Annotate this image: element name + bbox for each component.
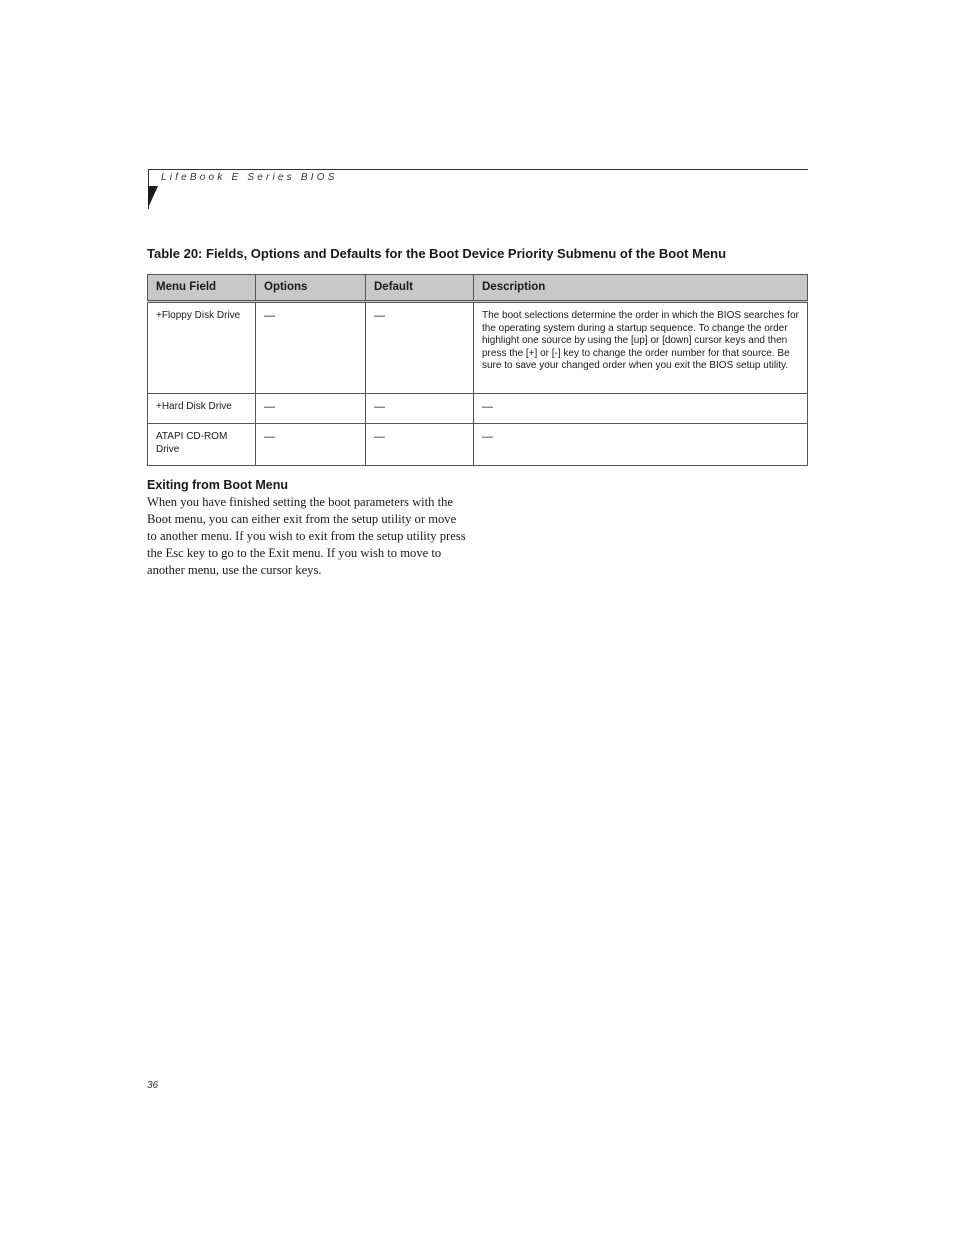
cell-default bbox=[366, 424, 474, 466]
column-header-default: Default bbox=[366, 275, 474, 302]
dash-mark: — bbox=[374, 310, 385, 322]
dash-mark: — bbox=[264, 431, 275, 443]
header-wedge-mark bbox=[148, 186, 158, 208]
column-header-options: Options bbox=[256, 275, 366, 302]
cell-options bbox=[256, 394, 366, 424]
cell-description: The boot selections determine the order in which the BIOS searches for the operating system during a startup sequence. To change the order highlight one source by using the [up] or [down] cursor keys and then press the [+] or [-] key to change the order number for that source. Be sure to save your changed order when you exit the BIOS setup utility. bbox=[474, 302, 808, 394]
page-number: 36 bbox=[147, 1080, 159, 1091]
cell-options bbox=[256, 424, 366, 466]
body-paragraph: When you have finished setting the boot parameters with the Boot menu, you can either exit from the setup utility or move to another menu. If you wish to exit from the setup utility press the Esc key to go to the Exit menu. If you wish to move to another menu, use the cursor keys. bbox=[147, 495, 466, 577]
cell-default bbox=[366, 302, 474, 394]
cell-menu-field: ATAPI CD-ROM Drive bbox=[148, 424, 256, 466]
dash-mark: — bbox=[264, 310, 275, 322]
dash-mark: — bbox=[374, 401, 385, 413]
column-header-description: Description bbox=[474, 275, 808, 302]
table-header-row bbox=[148, 275, 808, 302]
cell-menu-field: +Hard Disk Drive bbox=[148, 394, 256, 424]
cell-description bbox=[474, 424, 808, 466]
cell-menu-field: +Floppy Disk Drive bbox=[148, 302, 256, 394]
column-header-menu-field: Menu Field bbox=[148, 275, 256, 302]
table-row bbox=[148, 394, 808, 424]
header-rule bbox=[148, 169, 808, 170]
section-heading: Exiting from Boot Menu bbox=[147, 478, 288, 492]
cell-options bbox=[256, 302, 366, 394]
cell-description bbox=[474, 394, 808, 424]
table-row bbox=[148, 302, 808, 394]
boot-device-priority-table bbox=[147, 274, 808, 466]
dash-mark: — bbox=[482, 401, 493, 413]
table-row bbox=[148, 424, 808, 466]
table-caption: Table 20: Fields, Options and Defaults for the Boot Device Priority Submenu of the Boot Menu bbox=[147, 246, 727, 261]
cell-default bbox=[366, 394, 474, 424]
running-head: LifeBook E Series BIOS bbox=[161, 172, 338, 183]
dash-mark: — bbox=[264, 401, 275, 413]
dash-mark: — bbox=[374, 431, 385, 443]
dash-mark: — bbox=[482, 431, 493, 443]
